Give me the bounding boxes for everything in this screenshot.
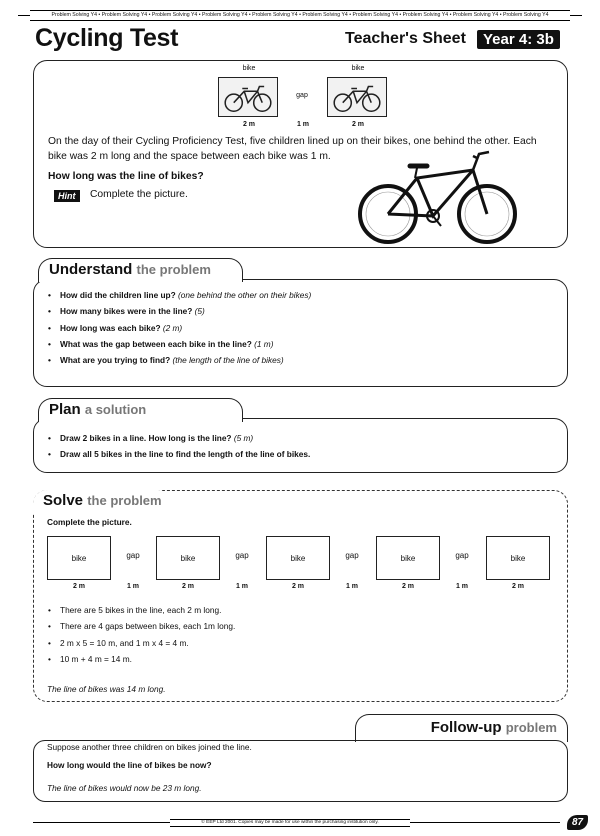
understand-list [48,287,311,368]
list-item: • 2 m x 5 = 10 m, and 1 m x 4 = 4 m. [48,635,235,651]
bicycle-icon [219,78,277,116]
page-number: 87 [567,815,588,830]
hint-text: Complete the picture. [90,189,188,200]
footer-rule-right [410,822,560,823]
bike-box-3: bike [266,536,330,580]
solve-heading [33,490,172,514]
bicycle-icon [328,78,386,116]
length-label: 2 m [291,583,305,590]
solve-title-grey: the problem [87,493,162,508]
intro-paragraph: On the day of their Cycling Proficiency Test, five children lined up on their bikes, one behind the other. Each bike was 2 m long and the space between each bike was 1 m. [48,136,537,162]
bike-box-5: bike [486,536,550,580]
solve-answer: The line of bikes was 14 m long. [47,684,166,694]
gap-1: gap [126,551,140,560]
length-label: 1 m [126,583,140,590]
list-item: • How many bikes were in the line? (5) [48,303,311,319]
bike-box-4: bike [376,536,440,580]
followup-line: Suppose another three children on bikes joined the line. [47,742,252,752]
length-label: 1 m [235,583,249,590]
year-badge: Year 4: 3b [477,30,560,49]
followup-question: How long would the line of bikes be now? [47,760,212,770]
gap-4: gap [455,551,469,560]
length-label: 2 m [181,583,195,590]
footer-copyright: © EEP Ltd 2001. Copies may be made for use within the purchasing institution only. [170,819,410,827]
bike-illustration-1 [218,77,278,117]
bike-box-2: bike [156,536,220,580]
solve-steps [48,602,235,667]
length-bike-1: 2 m [242,121,256,128]
page-title: Cycling Test [35,24,179,52]
solve-subtitle: Complete the picture. [47,517,132,527]
list-item: • What are you trying to find? (the length of the line of bikes) [48,352,311,368]
length-gap: 1 m [296,121,310,128]
length-label: 2 m [511,583,525,590]
bicycle-illustration [355,146,520,246]
plan-heading [38,398,243,422]
gap-2: gap [235,551,249,560]
list-item: • Draw all 5 bikes in the line to find the length of the line of bikes. [48,446,310,462]
bike-illustration-2 [327,77,387,117]
list-item: • How long was each bike? (2 m) [48,320,311,336]
understand-heading [38,258,243,282]
bike-label-2: bike [351,65,365,72]
length-label: 1 m [455,583,469,590]
hint-badge: Hint [54,190,80,202]
length-bike-2: 2 m [351,121,365,128]
list-item: • There are 5 bikes in the line, each 2 m long. [48,602,235,618]
sheet-label: Teacher's Sheet [345,30,466,47]
plan-list [48,430,310,463]
followup-heading [355,714,568,742]
plan-title: Plan [49,401,81,418]
bike-box-1: bike [47,536,111,580]
list-item: • There are 4 gaps between bikes, each 1m long. [48,618,235,634]
list-item: • 10 m + 4 m = 14 m. [48,651,235,667]
length-label: 2 m [401,583,415,590]
footer-rule-left [33,822,170,823]
followup-title-grey: problem [505,720,557,735]
followup-title: Follow-up [430,719,502,736]
header-strip: Problem Solving Y4 • Problem Solving Y4 • Problem Solving Y4 • Problem Solving Y4 • Problem Solving Y4 • Problem Solving Y4 • Problem Solving Y4 • Problem Solving Y4 • Problem Solving Y4 • Problem Solving Y4 [30,10,570,21]
list-item: • Draw 2 bikes in a line. How long is the line? (5 m) [48,430,310,446]
length-label: 1 m [345,583,359,590]
list-item: • What was the gap between each bike in the line? (1 m) [48,336,311,352]
bike-label-1: bike [242,65,256,72]
length-label: 2 m [72,583,86,590]
solve-title: Solve [43,492,84,509]
header-rule-left [18,15,30,16]
understand-title-grey: the problem [136,262,211,277]
intro-question: How long was the line of bikes? [48,171,204,182]
followup-answer: The line of bikes would now be 23 m long. [47,783,202,793]
plan-title-grey: a solution [84,402,147,417]
understand-title: Understand [49,261,133,278]
header-rule-right [570,15,582,16]
gap-label: gap [296,92,308,99]
list-item: • How did the children line up? (one behind the other on their bikes) [48,287,311,303]
gap-3: gap [345,551,359,560]
